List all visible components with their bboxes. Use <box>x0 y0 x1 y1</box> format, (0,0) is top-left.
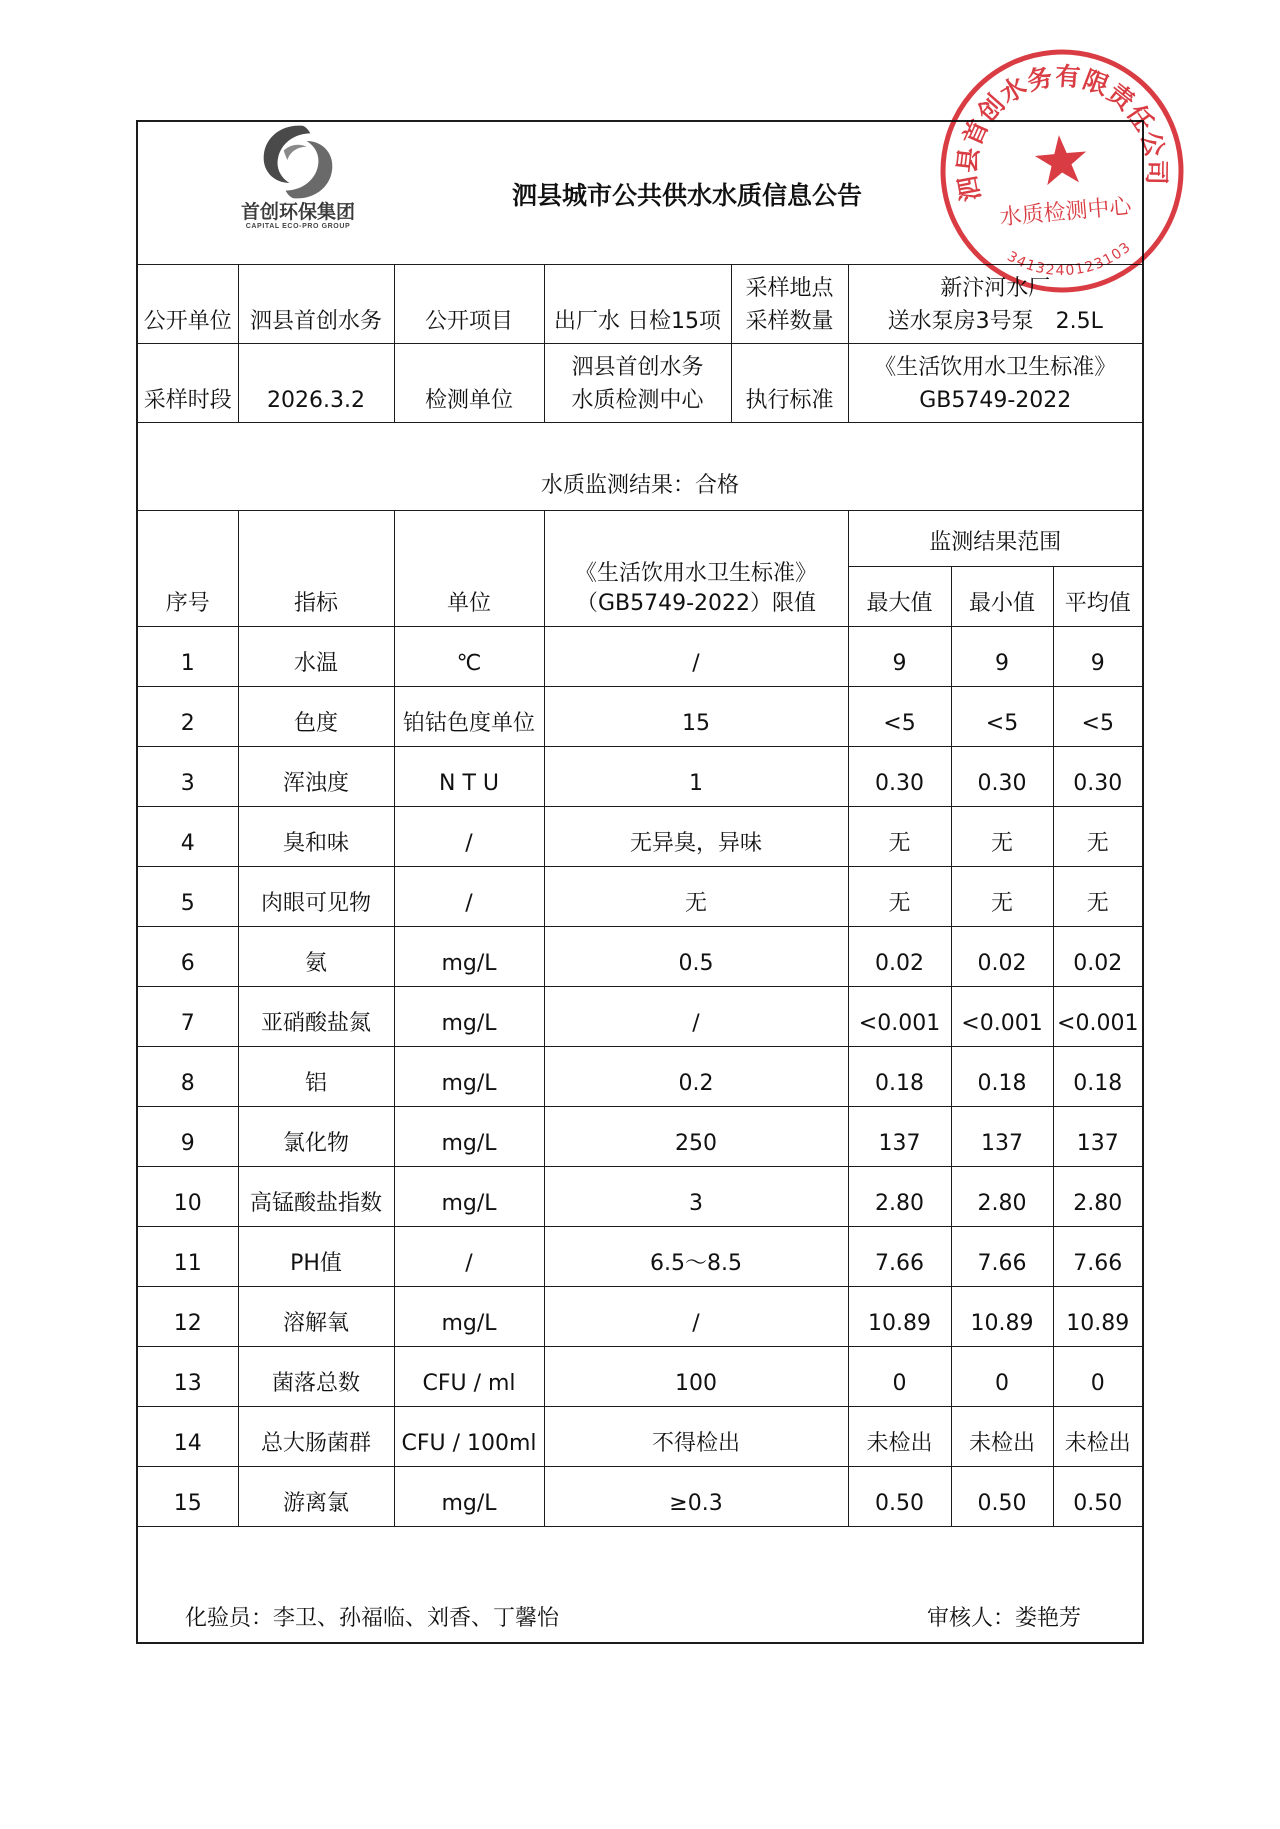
cell-limit: 250 <box>544 1106 848 1166</box>
table-row <box>137 626 1143 686</box>
cell-max: <0.001 <box>848 986 951 1046</box>
header-min: 最小值 <box>951 566 1053 626</box>
cell-max: 2.80 <box>848 1166 951 1226</box>
table-row <box>137 926 1143 986</box>
header-limit-line-2: （GB5749-2022）限值 <box>575 590 817 616</box>
cell-limit: 无异臭，异味 <box>544 806 848 866</box>
table-row <box>137 986 1143 1046</box>
info-row-period <box>137 343 1143 422</box>
cell-unit: mg/L <box>394 926 544 986</box>
table-row <box>137 1106 1143 1166</box>
header-max: 最大值 <box>848 566 951 626</box>
cell-avg: <5 <box>1053 686 1143 746</box>
header-limit <box>544 510 848 626</box>
cell-max: 9 <box>848 626 951 686</box>
cell-no: 15 <box>137 1466 238 1526</box>
cell-indicator: 臭和味 <box>238 806 394 866</box>
cell-indicator: 水温 <box>238 626 394 686</box>
cell-max: 137 <box>848 1106 951 1166</box>
cell-indicator: 氨 <box>238 926 394 986</box>
info-row-publisher <box>137 264 1143 343</box>
cell-min: 未检出 <box>951 1406 1053 1466</box>
table-row <box>137 1286 1143 1346</box>
table-row <box>137 806 1143 866</box>
cell-max: 0.02 <box>848 926 951 986</box>
seal-company-path-text: 泗县首创水务有限责任公司 <box>952 61 1172 204</box>
cell-limit: 100 <box>544 1346 848 1406</box>
cell-min: <0.001 <box>951 986 1053 1046</box>
cell-avg: 0.50 <box>1053 1466 1143 1526</box>
seal-department-text: 水质检测中心 <box>998 194 1133 231</box>
cell-indicator: 高锰酸盐指数 <box>238 1166 394 1226</box>
cell-indicator: 总大肠菌群 <box>238 1406 394 1466</box>
cell-min: 无 <box>951 866 1053 926</box>
table-row <box>137 1406 1143 1466</box>
cell-limit: 不得检出 <box>544 1406 848 1466</box>
cell-min: 0.18 <box>951 1046 1053 1106</box>
lab-value <box>544 343 731 422</box>
page-title: 泗县城市公共供水水质信息公告 <box>511 181 862 210</box>
header-range: 监测结果范围 <box>848 510 1143 566</box>
sample-quantity: 2.5L <box>1055 308 1103 334</box>
cell-avg: 0.30 <box>1053 746 1143 806</box>
cell-limit: 无 <box>544 866 848 926</box>
cell-no: 9 <box>137 1106 238 1166</box>
cell-indicator: 溶解氧 <box>238 1286 394 1346</box>
site-line-1: 新汴河水厂 <box>940 275 1051 301</box>
cell-unit: ℃ <box>394 626 544 686</box>
header-limit-line-1: 《生活饮用水卫生标准》 <box>574 560 817 586</box>
cell-min: 2.80 <box>951 1166 1053 1226</box>
cell-indicator: PH值 <box>238 1226 394 1286</box>
cell-unit: 铂钴色度单位 <box>394 686 544 746</box>
cell-limit: ≥0.3 <box>544 1466 848 1526</box>
cell-unit: N T U <box>394 746 544 806</box>
cell-max: <5 <box>848 686 951 746</box>
cell-no: 13 <box>137 1346 238 1406</box>
cell-no: 7 <box>137 986 238 1046</box>
cell-no: 6 <box>137 926 238 986</box>
company-logo <box>238 122 358 231</box>
cell-no: 1 <box>137 626 238 686</box>
cell-limit: / <box>544 626 848 686</box>
table-row <box>137 686 1143 746</box>
publisher-value: 泗县首创水务 <box>238 264 394 343</box>
cell-limit: 0.5 <box>544 926 848 986</box>
cell-min: <5 <box>951 686 1053 746</box>
cell-limit: 15 <box>544 686 848 746</box>
cell-limit: / <box>544 1286 848 1346</box>
cell-unit: / <box>394 866 544 926</box>
cell-no: 10 <box>137 1166 238 1226</box>
site-quantity-value <box>848 264 1143 343</box>
table-row <box>137 1166 1143 1226</box>
lab-line-2: 水质检测中心 <box>571 387 704 413</box>
cell-indicator: 氯化物 <box>238 1106 394 1166</box>
publisher-label: 公开单位 <box>137 264 238 343</box>
cell-max: 0.50 <box>848 1466 951 1526</box>
cell-unit: mg/L <box>394 986 544 1046</box>
lab-line-1: 泗县首创水务 <box>571 354 704 380</box>
cell-max: 10.89 <box>848 1286 951 1346</box>
site-quantity-label <box>731 264 848 343</box>
cell-indicator: 色度 <box>238 686 394 746</box>
cell-no: 11 <box>137 1226 238 1286</box>
standard-value <box>848 343 1143 422</box>
result-text: 水质监测结果：合格 <box>137 422 1143 510</box>
logo-name-en: CAPITAL ECO-PRO GROUP <box>245 223 351 230</box>
cell-min: 0.30 <box>951 746 1053 806</box>
report-body <box>137 121 1143 1643</box>
cell-unit: mg/L <box>394 1286 544 1346</box>
cell-max: 无 <box>848 866 951 926</box>
cell-indicator: 肉眼可见物 <box>238 866 394 926</box>
cell-limit: / <box>544 986 848 1046</box>
cell-indicator: 游离氯 <box>238 1466 394 1526</box>
cell-unit: mg/L <box>394 1106 544 1166</box>
cell-avg: 0.02 <box>1053 926 1143 986</box>
cell-min: 无 <box>951 806 1053 866</box>
cell-max: 7.66 <box>848 1226 951 1286</box>
cell-min: 7.66 <box>951 1226 1053 1286</box>
site-line-2: 送水泵房3号泵 <box>887 308 1034 334</box>
cell-avg: 0 <box>1053 1346 1143 1406</box>
cell-unit: / <box>394 1226 544 1286</box>
footer-row <box>137 1526 1143 1643</box>
cell-avg: 无 <box>1053 866 1143 926</box>
cell-unit: mg/L <box>394 1166 544 1226</box>
cell-unit: mg/L <box>394 1466 544 1526</box>
reviewer-text: 审核人：娄艳芳 <box>927 1606 1082 1631</box>
cell-avg: 未检出 <box>1053 1406 1143 1466</box>
table-row <box>137 866 1143 926</box>
title-cell <box>137 121 1143 264</box>
logo-name-cn: 首创环保集团 <box>240 201 355 223</box>
cell-indicator: 铝 <box>238 1046 394 1106</box>
item-value: 出厂水 日检15项 <box>544 264 731 343</box>
table-row <box>137 1226 1143 1286</box>
cell-avg: 10.89 <box>1053 1286 1143 1346</box>
cell-limit: 3 <box>544 1166 848 1226</box>
cell-min: 9 <box>951 626 1053 686</box>
cell-no: 12 <box>137 1286 238 1346</box>
cell-max: 0.18 <box>848 1046 951 1106</box>
header-no: 序号 <box>137 510 238 626</box>
cell-max: 未检出 <box>848 1406 951 1466</box>
footer-cell <box>137 1526 1143 1643</box>
cell-no: 3 <box>137 746 238 806</box>
cell-max: 无 <box>848 806 951 866</box>
cell-max: 0.30 <box>848 746 951 806</box>
table-header-row <box>137 510 1143 566</box>
cell-unit: / <box>394 806 544 866</box>
cell-avg: 0.18 <box>1053 1046 1143 1106</box>
header-unit: 单位 <box>394 510 544 626</box>
period-label: 采样时段 <box>137 343 238 422</box>
cell-limit: 0.2 <box>544 1046 848 1106</box>
quantity-label: 采样数量 <box>745 308 834 334</box>
cell-max: 0 <box>848 1346 951 1406</box>
standard-label: 执行标准 <box>731 343 848 422</box>
header-avg: 平均值 <box>1053 566 1143 626</box>
period-value: 2026.3.2 <box>238 343 394 422</box>
cell-no: 2 <box>137 686 238 746</box>
cell-limit: 1 <box>544 746 848 806</box>
result-row <box>137 422 1143 510</box>
table-row <box>137 1346 1143 1406</box>
cell-no: 14 <box>137 1406 238 1466</box>
lab-label: 检测单位 <box>394 343 544 422</box>
table-row <box>137 1466 1143 1526</box>
cell-avg: 2.80 <box>1053 1166 1143 1226</box>
cell-avg: 7.66 <box>1053 1226 1143 1286</box>
cell-avg: <0.001 <box>1053 986 1143 1046</box>
cell-unit: CFU / 100ml <box>394 1406 544 1466</box>
cell-unit: mg/L <box>394 1046 544 1106</box>
cell-avg: 137 <box>1053 1106 1143 1166</box>
cell-avg: 9 <box>1053 626 1143 686</box>
cell-indicator: 菌落总数 <box>238 1346 394 1406</box>
site-line-2-wrap <box>850 305 1142 338</box>
table-row <box>137 746 1143 806</box>
capital-eco-pro-swirl-icon <box>253 122 343 202</box>
seal-code-path-text: 3413240123103 <box>1004 238 1135 280</box>
cell-no: 8 <box>137 1046 238 1106</box>
cell-no: 5 <box>137 866 238 926</box>
header-indicator: 指标 <box>238 510 394 626</box>
cell-indicator: 亚硝酸盐氮 <box>238 986 394 1046</box>
cell-indicator: 浑浊度 <box>238 746 394 806</box>
cell-no: 4 <box>137 806 238 866</box>
standard-line-1: 《生活饮用水卫生标准》 <box>874 354 1117 380</box>
cell-min: 137 <box>951 1106 1053 1166</box>
cell-min: 0.02 <box>951 926 1053 986</box>
title-row <box>137 121 1143 264</box>
cell-min: 10.89 <box>951 1286 1053 1346</box>
cell-avg: 无 <box>1053 806 1143 866</box>
cell-min: 0 <box>951 1346 1053 1406</box>
table-row <box>137 1046 1143 1106</box>
standard-line-2: GB5749-2022 <box>919 387 1072 413</box>
item-label: 公开项目 <box>394 264 544 343</box>
water-quality-report-table <box>136 120 1144 1644</box>
site-label: 采样地点 <box>745 275 834 301</box>
cell-min: 0.50 <box>951 1466 1053 1526</box>
cell-limit: 6.5～8.5 <box>544 1226 848 1286</box>
testers-text: 化验员：李卫、孙福临、刘香、丁馨怡 <box>185 1606 560 1631</box>
cell-unit: CFU / ml <box>394 1346 544 1406</box>
